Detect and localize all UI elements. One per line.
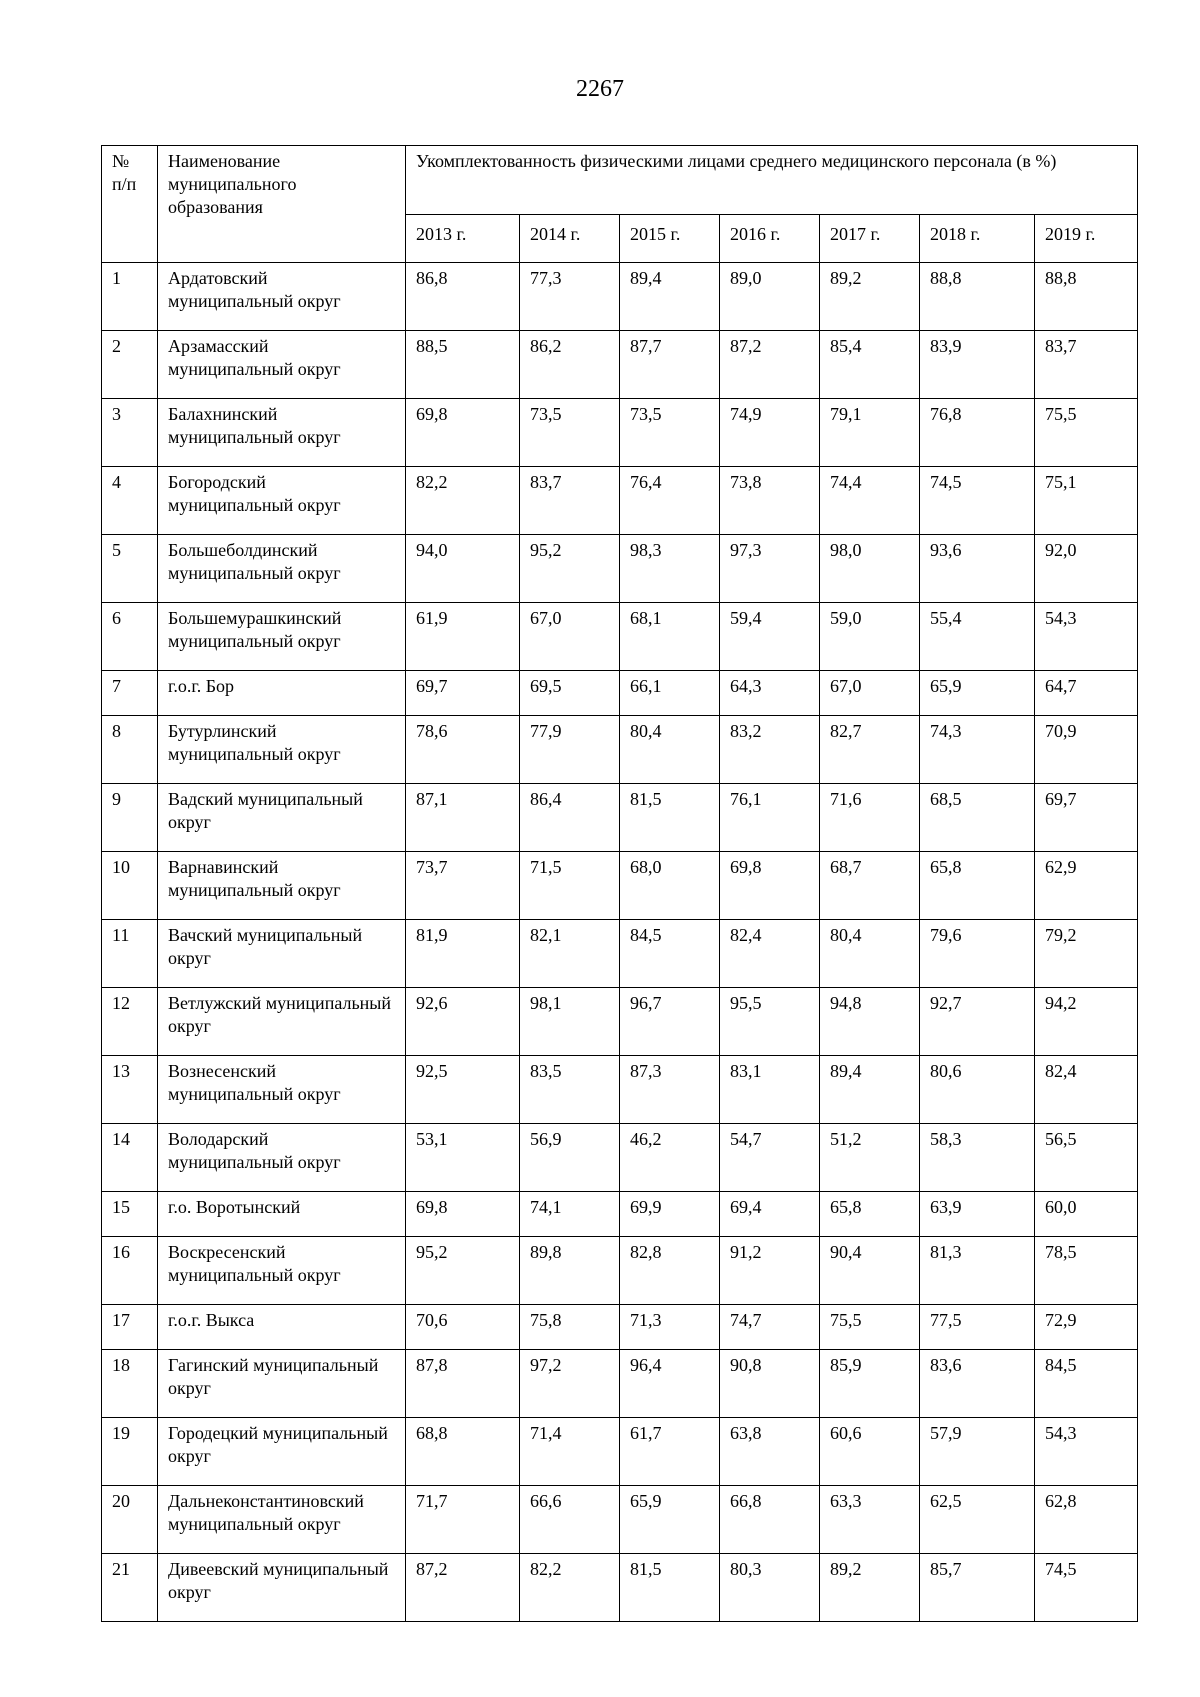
row-value: 60,0 bbox=[1035, 1192, 1138, 1237]
table-row bbox=[102, 716, 1138, 784]
row-value: 69,8 bbox=[406, 1192, 520, 1237]
row-value: 74,4 bbox=[820, 467, 920, 535]
header-year: 2019 г. bbox=[1035, 215, 1138, 263]
row-value: 69,5 bbox=[520, 671, 620, 716]
row-value: 92,6 bbox=[406, 988, 520, 1056]
row-value: 98,3 bbox=[620, 535, 720, 603]
row-value: 75,1 bbox=[1035, 467, 1138, 535]
row-value: 56,9 bbox=[520, 1124, 620, 1192]
row-value: 65,8 bbox=[920, 852, 1035, 920]
row-number: 2 bbox=[102, 331, 158, 399]
row-value: 75,5 bbox=[820, 1305, 920, 1350]
row-value: 88,8 bbox=[920, 263, 1035, 331]
table-row bbox=[102, 1192, 1138, 1237]
row-value: 81,5 bbox=[620, 784, 720, 852]
row-value: 81,3 bbox=[920, 1237, 1035, 1305]
row-value: 83,5 bbox=[520, 1056, 620, 1124]
table-row bbox=[102, 331, 1138, 399]
row-number: 20 bbox=[102, 1486, 158, 1554]
row-municipality: Вачский муниципальный округ bbox=[158, 920, 406, 988]
row-value: 66,1 bbox=[620, 671, 720, 716]
row-value: 58,3 bbox=[920, 1124, 1035, 1192]
row-value: 80,4 bbox=[620, 716, 720, 784]
row-value: 82,2 bbox=[520, 1554, 620, 1622]
row-value: 83,1 bbox=[720, 1056, 820, 1124]
row-value: 63,8 bbox=[720, 1418, 820, 1486]
row-value: 72,9 bbox=[1035, 1305, 1138, 1350]
row-value: 83,6 bbox=[920, 1350, 1035, 1418]
row-value: 73,7 bbox=[406, 852, 520, 920]
row-value: 65,8 bbox=[820, 1192, 920, 1237]
row-value: 63,3 bbox=[820, 1486, 920, 1554]
row-number: 19 bbox=[102, 1418, 158, 1486]
header-year: 2014 г. bbox=[520, 215, 620, 263]
row-value: 70,9 bbox=[1035, 716, 1138, 784]
table-row bbox=[102, 263, 1138, 331]
row-value: 92,7 bbox=[920, 988, 1035, 1056]
table-row bbox=[102, 988, 1138, 1056]
table-row bbox=[102, 1554, 1138, 1622]
table-row bbox=[102, 1350, 1138, 1418]
row-value: 74,3 bbox=[920, 716, 1035, 784]
row-value: 80,4 bbox=[820, 920, 920, 988]
row-value: 68,0 bbox=[620, 852, 720, 920]
row-number: 9 bbox=[102, 784, 158, 852]
row-value: 87,2 bbox=[406, 1554, 520, 1622]
table-row bbox=[102, 1056, 1138, 1124]
row-value: 62,9 bbox=[1035, 852, 1138, 920]
row-number: 21 bbox=[102, 1554, 158, 1622]
row-value: 68,7 bbox=[820, 852, 920, 920]
row-value: 97,3 bbox=[720, 535, 820, 603]
row-value: 57,9 bbox=[920, 1418, 1035, 1486]
row-municipality: Большемурашкинский муниципальный округ bbox=[158, 603, 406, 671]
row-value: 67,0 bbox=[820, 671, 920, 716]
staffing-table bbox=[101, 145, 1138, 1622]
row-municipality: Арзамасский муниципальный округ bbox=[158, 331, 406, 399]
row-value: 53,1 bbox=[406, 1124, 520, 1192]
row-municipality: г.о.г. Выкса bbox=[158, 1305, 406, 1350]
table-row bbox=[102, 784, 1138, 852]
row-value: 91,2 bbox=[720, 1237, 820, 1305]
row-value: 95,2 bbox=[520, 535, 620, 603]
row-value: 96,4 bbox=[620, 1350, 720, 1418]
table-row bbox=[102, 399, 1138, 467]
row-value: 71,3 bbox=[620, 1305, 720, 1350]
header-number: № п/п bbox=[102, 146, 158, 263]
row-value: 83,7 bbox=[1035, 331, 1138, 399]
row-value: 80,3 bbox=[720, 1554, 820, 1622]
table-row bbox=[102, 1486, 1138, 1554]
row-value: 62,8 bbox=[1035, 1486, 1138, 1554]
row-number: 5 bbox=[102, 535, 158, 603]
row-value: 88,8 bbox=[1035, 263, 1138, 331]
row-number: 15 bbox=[102, 1192, 158, 1237]
row-municipality: Володарский муниципальный округ bbox=[158, 1124, 406, 1192]
header-year: 2018 г. bbox=[920, 215, 1035, 263]
row-value: 90,4 bbox=[820, 1237, 920, 1305]
row-number: 3 bbox=[102, 399, 158, 467]
table-row bbox=[102, 535, 1138, 603]
row-value: 54,3 bbox=[1035, 603, 1138, 671]
row-value: 76,8 bbox=[920, 399, 1035, 467]
row-number: 14 bbox=[102, 1124, 158, 1192]
row-value: 85,7 bbox=[920, 1554, 1035, 1622]
table-row bbox=[102, 852, 1138, 920]
row-value: 85,9 bbox=[820, 1350, 920, 1418]
row-value: 86,2 bbox=[520, 331, 620, 399]
row-value: 66,6 bbox=[520, 1486, 620, 1554]
row-value: 83,9 bbox=[920, 331, 1035, 399]
row-number: 13 bbox=[102, 1056, 158, 1124]
row-value: 82,1 bbox=[520, 920, 620, 988]
table-row bbox=[102, 603, 1138, 671]
row-number: 8 bbox=[102, 716, 158, 784]
table-header-row bbox=[102, 146, 1138, 215]
row-value: 96,7 bbox=[620, 988, 720, 1056]
row-value: 71,7 bbox=[406, 1486, 520, 1554]
row-value: 75,8 bbox=[520, 1305, 620, 1350]
row-value: 61,9 bbox=[406, 603, 520, 671]
row-value: 86,4 bbox=[520, 784, 620, 852]
row-value: 69,9 bbox=[620, 1192, 720, 1237]
row-value: 59,4 bbox=[720, 603, 820, 671]
header-staffing-group: Укомплектованность физическими лицами среднего медицинского персонала (в %) bbox=[406, 146, 1138, 215]
row-value: 94,2 bbox=[1035, 988, 1138, 1056]
row-value: 89,4 bbox=[820, 1056, 920, 1124]
header-municipality: Наименование муниципального образования bbox=[158, 146, 406, 263]
row-value: 87,1 bbox=[406, 784, 520, 852]
header-year: 2013 г. bbox=[406, 215, 520, 263]
row-value: 90,8 bbox=[720, 1350, 820, 1418]
row-value: 68,5 bbox=[920, 784, 1035, 852]
row-value: 87,7 bbox=[620, 331, 720, 399]
table-row bbox=[102, 1418, 1138, 1486]
table-row bbox=[102, 1124, 1138, 1192]
row-value: 75,5 bbox=[1035, 399, 1138, 467]
row-value: 54,3 bbox=[1035, 1418, 1138, 1486]
row-value: 89,8 bbox=[520, 1237, 620, 1305]
row-value: 66,8 bbox=[720, 1486, 820, 1554]
row-value: 95,5 bbox=[720, 988, 820, 1056]
row-value: 74,5 bbox=[920, 467, 1035, 535]
page-number: 2267 bbox=[576, 76, 624, 102]
row-municipality: Ардатовский муниципальный округ bbox=[158, 263, 406, 331]
row-value: 87,2 bbox=[720, 331, 820, 399]
table-row bbox=[102, 920, 1138, 988]
row-value: 82,8 bbox=[620, 1237, 720, 1305]
row-value: 54,7 bbox=[720, 1124, 820, 1192]
row-value: 87,8 bbox=[406, 1350, 520, 1418]
row-value: 79,2 bbox=[1035, 920, 1138, 988]
row-municipality: Вознесенский муниципальный округ bbox=[158, 1056, 406, 1124]
row-municipality: Богородский муниципальный округ bbox=[158, 467, 406, 535]
table-row bbox=[102, 1237, 1138, 1305]
row-value: 67,0 bbox=[520, 603, 620, 671]
row-municipality: Вадский муниципальный округ bbox=[158, 784, 406, 852]
row-municipality: Бутурлинский муниципальный округ bbox=[158, 716, 406, 784]
row-value: 62,5 bbox=[920, 1486, 1035, 1554]
row-value: 79,1 bbox=[820, 399, 920, 467]
row-value: 82,4 bbox=[720, 920, 820, 988]
row-number: 17 bbox=[102, 1305, 158, 1350]
header-year: 2016 г. bbox=[720, 215, 820, 263]
row-value: 92,5 bbox=[406, 1056, 520, 1124]
row-value: 69,7 bbox=[1035, 784, 1138, 852]
table-row bbox=[102, 1305, 1138, 1350]
row-value: 71,6 bbox=[820, 784, 920, 852]
row-value: 73,5 bbox=[520, 399, 620, 467]
row-municipality: Гагинский муниципальный округ bbox=[158, 1350, 406, 1418]
row-value: 68,1 bbox=[620, 603, 720, 671]
row-value: 77,3 bbox=[520, 263, 620, 331]
row-value: 70,6 bbox=[406, 1305, 520, 1350]
row-municipality: Варнавинский муниципальный округ bbox=[158, 852, 406, 920]
row-number: 11 bbox=[102, 920, 158, 988]
row-value: 77,5 bbox=[920, 1305, 1035, 1350]
table-row bbox=[102, 671, 1138, 716]
row-value: 94,8 bbox=[820, 988, 920, 1056]
row-value: 69,7 bbox=[406, 671, 520, 716]
row-value: 82,4 bbox=[1035, 1056, 1138, 1124]
row-number: 12 bbox=[102, 988, 158, 1056]
row-municipality: Ветлужский муниципальный округ bbox=[158, 988, 406, 1056]
row-value: 69,8 bbox=[406, 399, 520, 467]
row-value: 87,3 bbox=[620, 1056, 720, 1124]
table-row bbox=[102, 467, 1138, 535]
header-year: 2017 г. bbox=[820, 215, 920, 263]
row-value: 65,9 bbox=[920, 671, 1035, 716]
row-value: 63,9 bbox=[920, 1192, 1035, 1237]
row-value: 84,5 bbox=[1035, 1350, 1138, 1418]
row-number: 6 bbox=[102, 603, 158, 671]
row-value: 69,4 bbox=[720, 1192, 820, 1237]
row-value: 76,1 bbox=[720, 784, 820, 852]
row-number: 7 bbox=[102, 671, 158, 716]
row-value: 51,2 bbox=[820, 1124, 920, 1192]
row-municipality: г.о.г. Бор bbox=[158, 671, 406, 716]
row-value: 74,5 bbox=[1035, 1554, 1138, 1622]
row-value: 74,7 bbox=[720, 1305, 820, 1350]
row-number: 10 bbox=[102, 852, 158, 920]
row-value: 78,5 bbox=[1035, 1237, 1138, 1305]
row-value: 81,5 bbox=[620, 1554, 720, 1622]
row-value: 89,2 bbox=[820, 263, 920, 331]
row-value: 81,9 bbox=[406, 920, 520, 988]
row-value: 68,8 bbox=[406, 1418, 520, 1486]
row-number: 1 bbox=[102, 263, 158, 331]
row-value: 83,2 bbox=[720, 716, 820, 784]
row-value: 64,3 bbox=[720, 671, 820, 716]
row-value: 98,1 bbox=[520, 988, 620, 1056]
row-value: 89,0 bbox=[720, 263, 820, 331]
row-value: 77,9 bbox=[520, 716, 620, 784]
row-value: 74,9 bbox=[720, 399, 820, 467]
row-value: 82,7 bbox=[820, 716, 920, 784]
row-municipality: Городецкий муниципальный округ bbox=[158, 1418, 406, 1486]
header-year: 2015 г. bbox=[620, 215, 720, 263]
row-number: 18 bbox=[102, 1350, 158, 1418]
row-municipality: Большеболдинский муниципальный округ bbox=[158, 535, 406, 603]
row-value: 78,6 bbox=[406, 716, 520, 784]
row-value: 64,7 bbox=[1035, 671, 1138, 716]
row-number: 16 bbox=[102, 1237, 158, 1305]
row-value: 61,7 bbox=[620, 1418, 720, 1486]
row-municipality: Дивеевский муниципальный округ bbox=[158, 1554, 406, 1622]
row-value: 82,2 bbox=[406, 467, 520, 535]
row-value: 83,7 bbox=[520, 467, 620, 535]
row-value: 88,5 bbox=[406, 331, 520, 399]
row-value: 76,4 bbox=[620, 467, 720, 535]
row-value: 56,5 bbox=[1035, 1124, 1138, 1192]
row-value: 65,9 bbox=[620, 1486, 720, 1554]
row-value: 86,8 bbox=[406, 263, 520, 331]
row-value: 69,8 bbox=[720, 852, 820, 920]
row-value: 46,2 bbox=[620, 1124, 720, 1192]
row-value: 85,4 bbox=[820, 331, 920, 399]
row-value: 74,1 bbox=[520, 1192, 620, 1237]
row-value: 71,4 bbox=[520, 1418, 620, 1486]
row-value: 97,2 bbox=[520, 1350, 620, 1418]
row-value: 93,6 bbox=[920, 535, 1035, 603]
row-number: 4 bbox=[102, 467, 158, 535]
row-municipality: Балахнинский муниципальный округ bbox=[158, 399, 406, 467]
row-value: 89,4 bbox=[620, 263, 720, 331]
row-value: 92,0 bbox=[1035, 535, 1138, 603]
row-value: 73,8 bbox=[720, 467, 820, 535]
row-municipality: Дальнеконстантиновский муниципальный округ bbox=[158, 1486, 406, 1554]
row-value: 94,0 bbox=[406, 535, 520, 603]
row-value: 60,6 bbox=[820, 1418, 920, 1486]
row-municipality: Воскресенский муниципальный округ bbox=[158, 1237, 406, 1305]
row-municipality: г.о. Воротынский bbox=[158, 1192, 406, 1237]
row-value: 59,0 bbox=[820, 603, 920, 671]
row-value: 89,2 bbox=[820, 1554, 920, 1622]
row-value: 80,6 bbox=[920, 1056, 1035, 1124]
row-value: 95,2 bbox=[406, 1237, 520, 1305]
row-value: 55,4 bbox=[920, 603, 1035, 671]
row-value: 71,5 bbox=[520, 852, 620, 920]
row-value: 79,6 bbox=[920, 920, 1035, 988]
row-value: 98,0 bbox=[820, 535, 920, 603]
row-value: 84,5 bbox=[620, 920, 720, 988]
row-value: 73,5 bbox=[620, 399, 720, 467]
